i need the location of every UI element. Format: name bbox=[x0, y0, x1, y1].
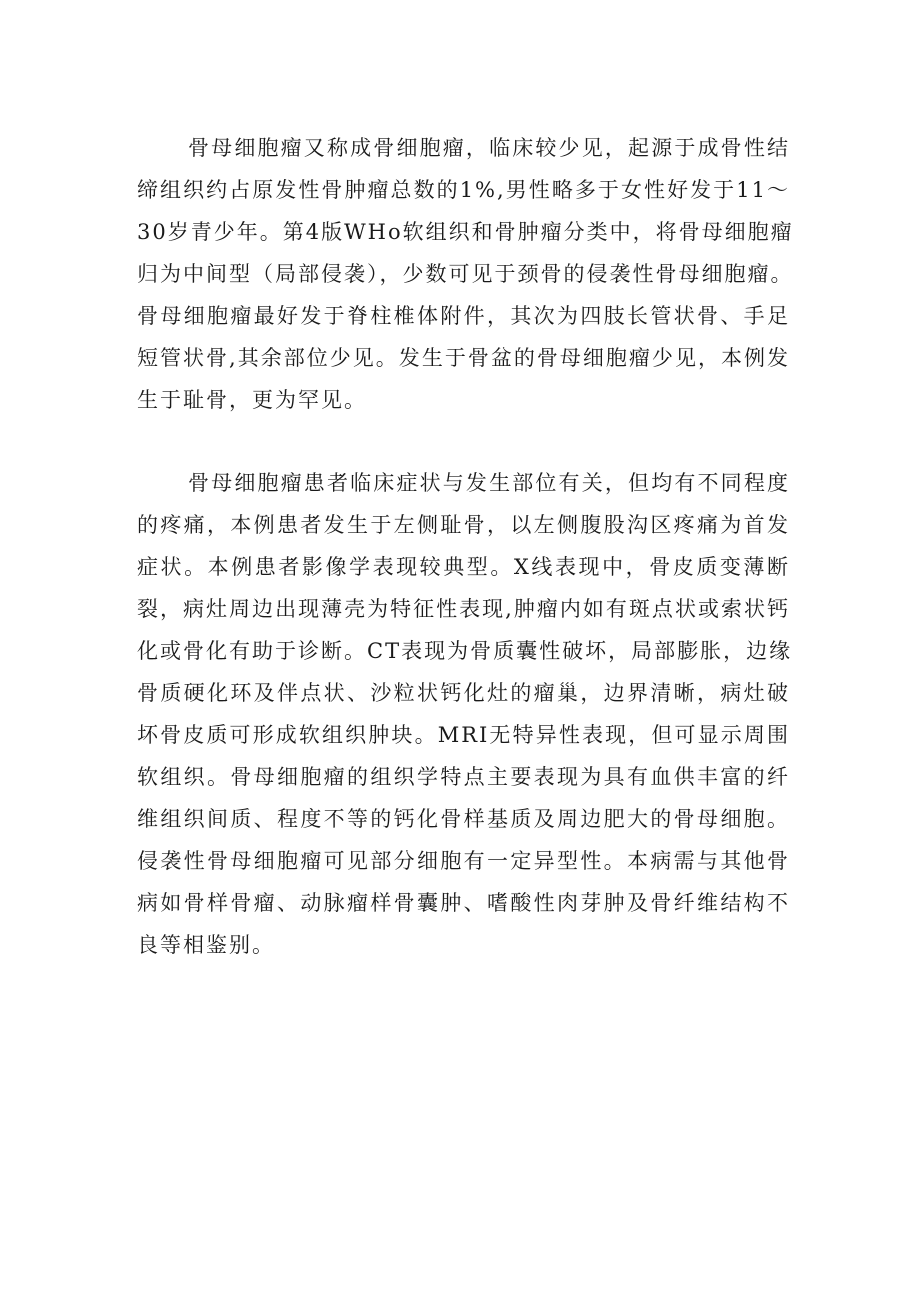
paragraph-line: 软组织。骨母细胞瘤的组织学特点主要表现为具有血供丰富的纤 bbox=[137, 765, 790, 789]
paragraph-line: 裂，病灶周边出现薄壳为特征性表现,肿瘤内如有斑点状或索状钙 bbox=[137, 597, 790, 621]
paragraph-line: 症状。本例患者影像学表现较典型。X线表现中，骨皮质变薄断 bbox=[137, 555, 790, 579]
paragraph-line: 病如骨样骨瘤、动脉瘤样骨囊肿、嗜酸性肉芽肿及骨纤维结构不 bbox=[137, 891, 790, 915]
paragraph-line: 短管状骨,其余部位少见。发生于骨盆的骨母细胞瘤少见，本例发 bbox=[137, 346, 790, 370]
paragraph-line: 30岁青少年。第4版WHo软组织和骨肿瘤分类中，将骨母细胞瘤 bbox=[137, 220, 794, 244]
paragraph-line: 良等相鉴别。 bbox=[137, 933, 275, 957]
paragraph-line: 生于耻骨，更为罕见。 bbox=[137, 388, 367, 412]
paragraph-line: 骨质硬化环及伴点状、沙粒状钙化灶的瘤巢，边界清晰，病灶破 bbox=[137, 681, 790, 705]
paragraph-line: 骨母细胞瘤患者临床症状与发生部位有关，但均有不同程度 bbox=[188, 471, 790, 495]
paragraph-line: 归为中间型（局部侵袭），少数可见于颈骨的侵袭性骨母细胞瘤。 bbox=[137, 262, 794, 286]
paragraph-2 bbox=[137, 462, 793, 966]
paragraph-line: 骨母细胞瘤最好发于脊柱椎体附件，其次为四肢长管状骨、手足 bbox=[137, 304, 790, 328]
paragraph-line: 缔组织约占原发性骨肿瘤总数的1%,男性略多于女性好发于11～ bbox=[137, 178, 790, 202]
paragraph-line: 侵袭性骨母细胞瘤可见部分细胞有一定异型性。本病需与其他骨 bbox=[137, 849, 790, 873]
paragraph-line: 骨母细胞瘤又称成骨细胞瘤，临床较少见，起源于成骨性结 bbox=[188, 136, 790, 160]
paragraph-1 bbox=[137, 127, 794, 421]
paragraph-line: 维组织间质、程度不等的钙化骨样基质及周边肥大的骨母细胞。 bbox=[137, 807, 790, 831]
paragraph-line: 化或骨化有助于诊断。CT表现为骨质囊性破坏，局部膨胀，边缘 bbox=[137, 639, 793, 663]
paragraph-line: 坏骨皮质可形成软组织肿块。MRI无特异性表现，但可显示周围 bbox=[137, 723, 790, 747]
paragraph-line: 的疼痛，本例患者发生于左侧耻骨，以左侧腹股沟区疼痛为首发 bbox=[137, 513, 790, 537]
